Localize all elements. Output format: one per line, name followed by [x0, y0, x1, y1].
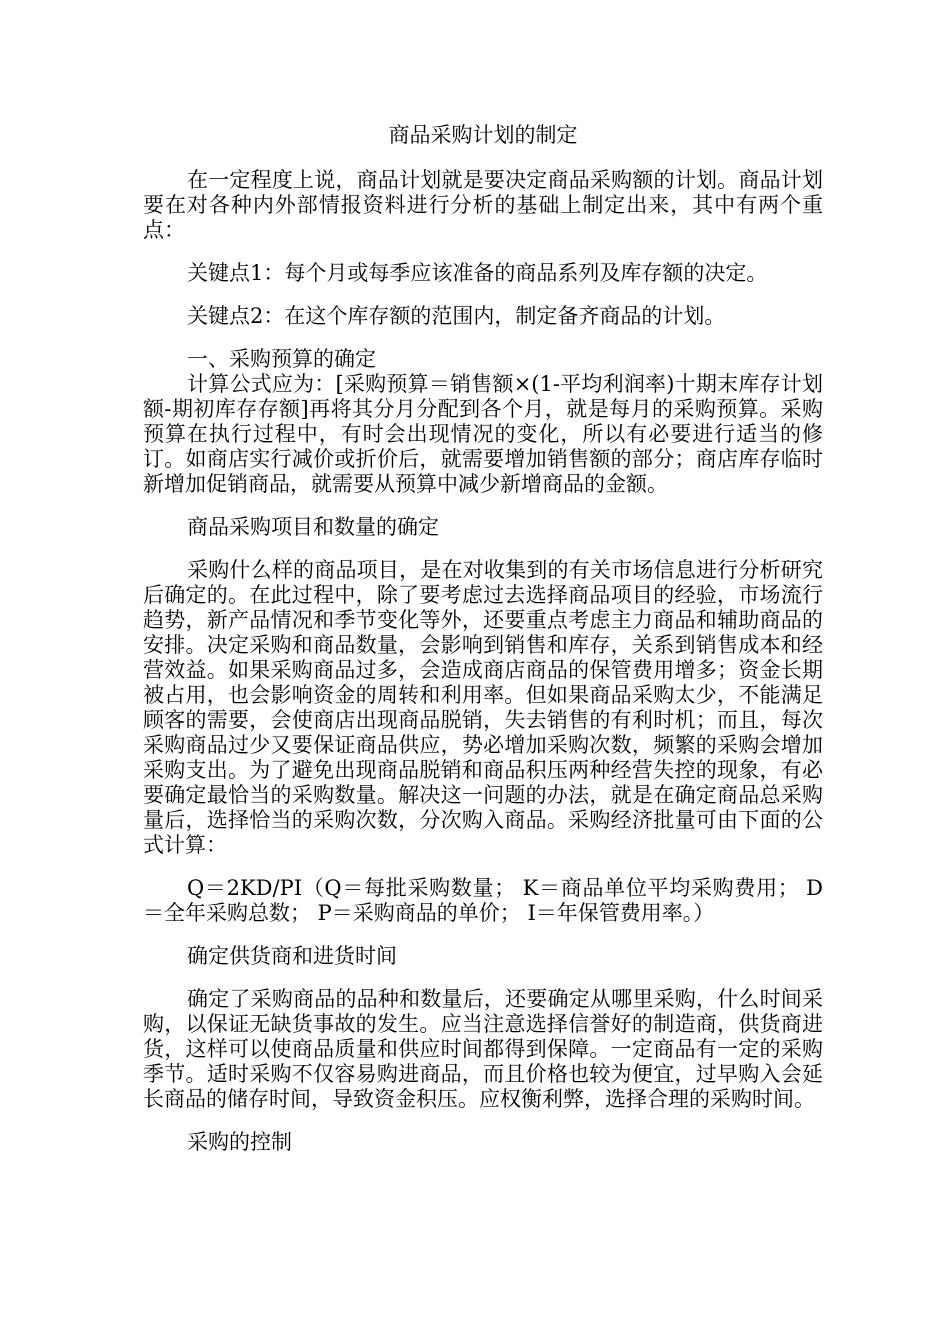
- section-1-body: 计算公式应为：[采购预算＝销售额×(1-平均利润率)十期末库存计划额-期初库存存额]再将其分月分配到各个月，就是每月的采购预算。采购预算在执行过程中，有时会出现情况的变化，所以有必要进行适当的修订。如商店实行减价或折价后，就需要增加销售额的部分；商店库存临时新增加促销商品，就需要从预算中减少新增商品的金额。: [143, 372, 823, 496]
- section-2-heading: 商品采购项目和数量的确定: [187, 515, 439, 539]
- key-point-2: 关键点2：在这个库存额的范围内，制定备齐商品的计划。: [187, 304, 726, 328]
- document-title: 商品采购计划的制定: [388, 123, 578, 147]
- section-1-heading: 一、采购预算的确定: [187, 347, 376, 371]
- document-page: [143, 120, 823, 1173]
- section-4-heading: 采购的控制: [187, 1130, 292, 1154]
- section-3-heading: 确定供货商和进货时间: [187, 944, 397, 968]
- formula-paragraph: Q＝2KD/PI（Q＝每批采购数量； K＝商品单位平均采购费用； D＝全年采购总数； P＝采购商品的单价； I＝年保管费用率。）: [143, 876, 823, 925]
- key-point-1: 关键点1：每个月或每季应该准备的商品系列及库存额的决定。: [187, 261, 768, 285]
- section-3-body: 确定了采购商品的品种和数量后，还要确定从哪里采购，什么时间采购，以保证无缺货事故的发生。应当注意选择信誉好的制造商，供货商进货，这样可以使商品质量和供应时间都得到保障。一定商品有一定的采购季节。适时采购不仅容易购进商品，而且价格也较为便宜，过早购入会延长商品的储存时间，导致资金积压。应权衡利弊，选择合理的采购时间。: [143, 987, 823, 1111]
- intro-paragraph: 在一定程度上说，商品计划就是要决定商品采购额的计划。商品计划要在对各种内外部情报资料进行分析的基础上制定出来，其中有两个重点：: [143, 168, 823, 242]
- section-2-body: 采购什么样的商品项目，是在对收集到的有关市场信息进行分析研究后确定的。在此过程中，除了要考虑过去选择商品项目的经验，市场流行趋势，新产品情况和季节变化等外，还要重点考虑主力商品和辅助商品的安排。决定采购和商品数量，会影响到销售和库存，关系到销售成本和经营效益。如果采购商品过多，会造成商店商品的保管费用增多；资金长期被占用，也会影响资金的周转和利用率。但如果商品采购太少，不能满足顾客的需要，会使商店出现商品脱销，失去销售的有利时机；而且，每次采购商品过少又要保证商品供应，势必增加采购次数，频繁的采购会增加采购支出。为了避免出现商品脱销和商品积压两种经营失控的现象，有必要确定最恰当的采购数量。解决这一问题的办法，就是在确定商品总采购量后，选择恰当的采购次数，分次购入商品。采购经济批量可由下面的公式计算：: [143, 558, 823, 857]
